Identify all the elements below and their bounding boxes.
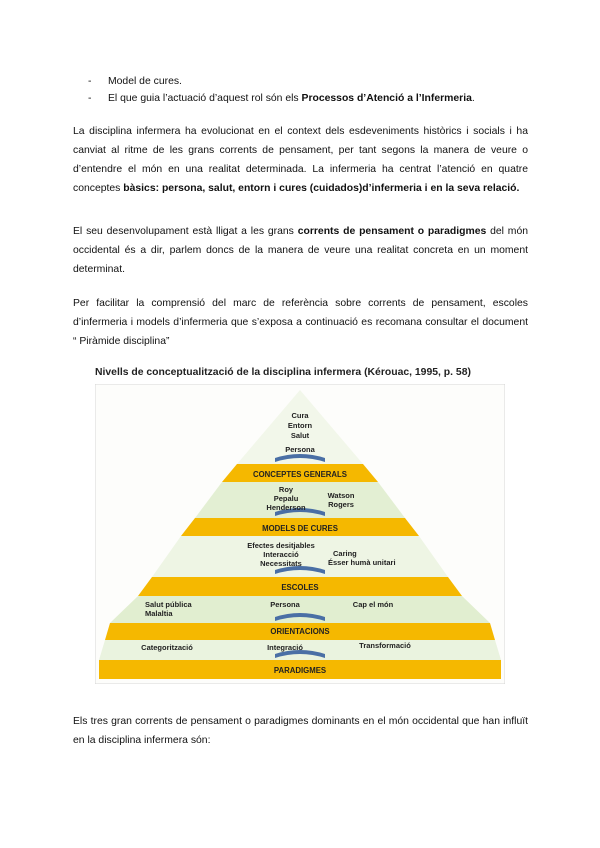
tier4-right-item: Cap el món [352,600,394,609]
tier1-item: Persona [285,445,315,454]
paragraph-facilitar [73,294,528,351]
tier3-left-item: Efectes desitjables [247,541,315,550]
band-label: CONCEPTES GENERALS [252,470,348,479]
bullet-text: El que guia l’actuació d’aquest rol són els [108,93,302,104]
bullet-bold-text: Processos d’Atenció a l’Infermeria [301,93,472,104]
bullet-text-end: . [471,93,475,104]
tier4-center-item: Persona [270,600,300,609]
tier3-right-item: Ésser humà unitari [328,558,396,567]
tier2-left-item: Henderson [266,503,306,512]
band-label: MODELS DE CURES [262,524,338,533]
tier5-right-item: Transformació [359,641,411,650]
tier1-item: Entorn [287,421,313,430]
figure-title: Nivells de conceptualització de la disciplina infermera (Kérouac, 1995, p. 58) [95,367,471,378]
bullet-item [88,73,475,90]
tier3-left-item: Interacció [263,550,299,559]
tier2-right-item: Rogers [328,500,354,509]
bullet-list [88,73,475,107]
tier4-left-item: Salut pública [145,600,192,609]
band-label: ESCOLES [281,583,319,592]
para-bold: corrents de pensament o paradigmes [297,226,487,237]
bullet-text: Model de cures. [108,76,182,87]
para-text: Per facilitar la comprensió del marc de referència sobre corrents de pensament, escoles d’infermeria i models d’infermeria que s’exposa a continuació es recomana consultar el document “ Piràmide disciplina” [73,298,528,347]
paragraph-disciplina [73,122,528,198]
tier2-left-item: Pepalu [273,494,299,503]
tier1-item: Cura [291,411,309,420]
band-label: PARADIGMES [273,666,327,675]
band-label: ORIENTACIONS [270,627,330,636]
tier3-right-item: Caring [333,549,357,558]
tier2-left-item: Roy [278,485,294,494]
tier2-right-item: Watson [327,491,355,500]
tier4-left-item: Malaltia [145,609,173,618]
para-text: del món occidental és a dir, parlem doncs de la manera de veure una realitat concreta en un moment determinat. [73,226,529,275]
tier-2-area [195,482,405,518]
tier5-center-item: Integració [267,643,303,652]
para-text: La disciplina infermera ha evolucionat en el context dels esdeveniments històrics i socials i ha canviat al ritme de les grans corrents de pensament, per tant segons la manera de veure o d’entendre el món en una realitat determinada. La infermeria ha centrat l’atenció en quatre conceptes [73,126,528,194]
tier5-left-item: Categorització [141,643,193,652]
bullet-item [88,90,475,107]
paragraph-paradigmes [73,712,528,750]
pyramid-figure [95,384,505,684]
tier3-left-item: Necessitats [260,559,302,568]
paragraph-desenvolupament [73,222,528,279]
para-text: Els tres gran corrents de pensament o paradigmes dominants en el món occidental que han influït en la disciplina infermera són: [73,716,528,746]
tier1-item: Salut [290,431,310,440]
para-bold: bàsics: persona, salut, entorn i cures (cuidados)d’infermeria i en la seva relació. [123,183,520,194]
para-text: El seu desenvolupament està lligat a les grans [73,226,298,237]
